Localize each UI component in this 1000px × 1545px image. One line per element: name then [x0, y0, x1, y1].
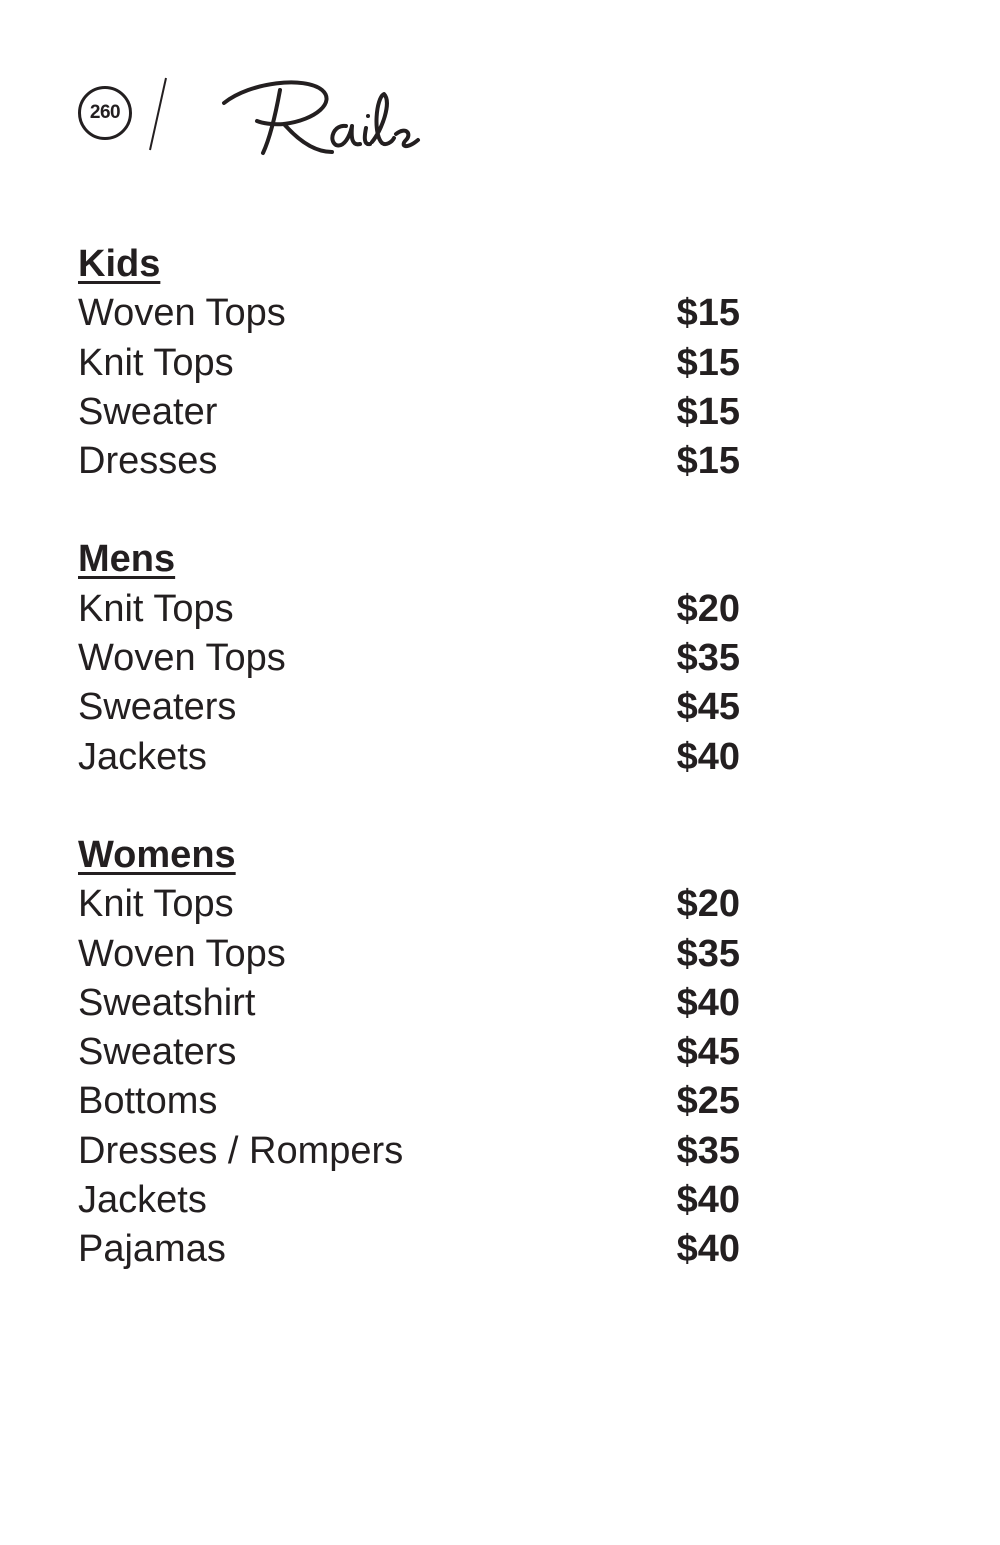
list-item — [78, 585, 740, 634]
item-name: Knit Tops — [78, 587, 234, 630]
item-name: Woven Tops — [78, 637, 286, 680]
section-mens — [78, 535, 740, 781]
item-name: Knit Tops — [78, 883, 234, 926]
item-name: Sweater — [78, 390, 218, 433]
divider-slash — [148, 76, 168, 152]
brand-logo — [210, 68, 425, 168]
item-price: $15 — [676, 341, 740, 384]
item-price: $35 — [676, 1129, 740, 1172]
list-item — [78, 979, 740, 1028]
item-price: $40 — [676, 1179, 740, 1222]
item-name: Sweaters — [78, 686, 237, 729]
page-number-badge: 260 — [78, 86, 132, 140]
section-kids — [78, 240, 740, 486]
item-price: $40 — [676, 981, 740, 1024]
item-name: Pajamas — [78, 1228, 226, 1271]
item-price: $15 — [676, 390, 740, 433]
item-name: Sweatshirt — [78, 981, 256, 1024]
list-item — [78, 1127, 740, 1176]
item-name: Dresses — [78, 440, 218, 483]
list-item — [78, 437, 740, 486]
list-item — [78, 289, 740, 338]
item-price: $35 — [676, 932, 740, 975]
item-price: $45 — [676, 686, 740, 729]
item-name: Sweaters — [78, 1031, 237, 1074]
item-price: $35 — [676, 637, 740, 680]
item-name: Jackets — [78, 1179, 207, 1222]
list-item — [78, 634, 740, 683]
list-item — [78, 683, 740, 732]
item-name: Woven Tops — [78, 932, 286, 975]
list-item — [78, 880, 740, 929]
item-price: $40 — [676, 735, 740, 778]
item-name: Bottoms — [78, 1080, 218, 1123]
list-item — [78, 733, 740, 782]
item-price: $15 — [676, 440, 740, 483]
item-name: Jackets — [78, 735, 207, 778]
list-item — [78, 1028, 740, 1077]
section-womens — [78, 831, 740, 1275]
item-name: Woven Tops — [78, 292, 286, 335]
list-item — [78, 1225, 740, 1274]
list-item — [78, 339, 740, 388]
section-title: Kids — [78, 243, 161, 285]
list-item — [78, 1077, 740, 1126]
item-price: $20 — [676, 883, 740, 926]
item-price: $40 — [676, 1228, 740, 1271]
item-price: $15 — [676, 292, 740, 335]
list-item — [78, 388, 740, 437]
item-name: Knit Tops — [78, 341, 234, 384]
item-price: $25 — [676, 1080, 740, 1123]
price-list — [78, 240, 740, 1324]
list-item — [78, 1176, 740, 1225]
item-name: Dresses / Rompers — [78, 1129, 404, 1172]
item-price: $45 — [676, 1031, 740, 1074]
section-title: Mens — [78, 538, 176, 581]
page-header — [78, 68, 438, 168]
section-title: Womens — [78, 833, 236, 876]
item-price: $20 — [676, 587, 740, 630]
list-item — [78, 930, 740, 979]
